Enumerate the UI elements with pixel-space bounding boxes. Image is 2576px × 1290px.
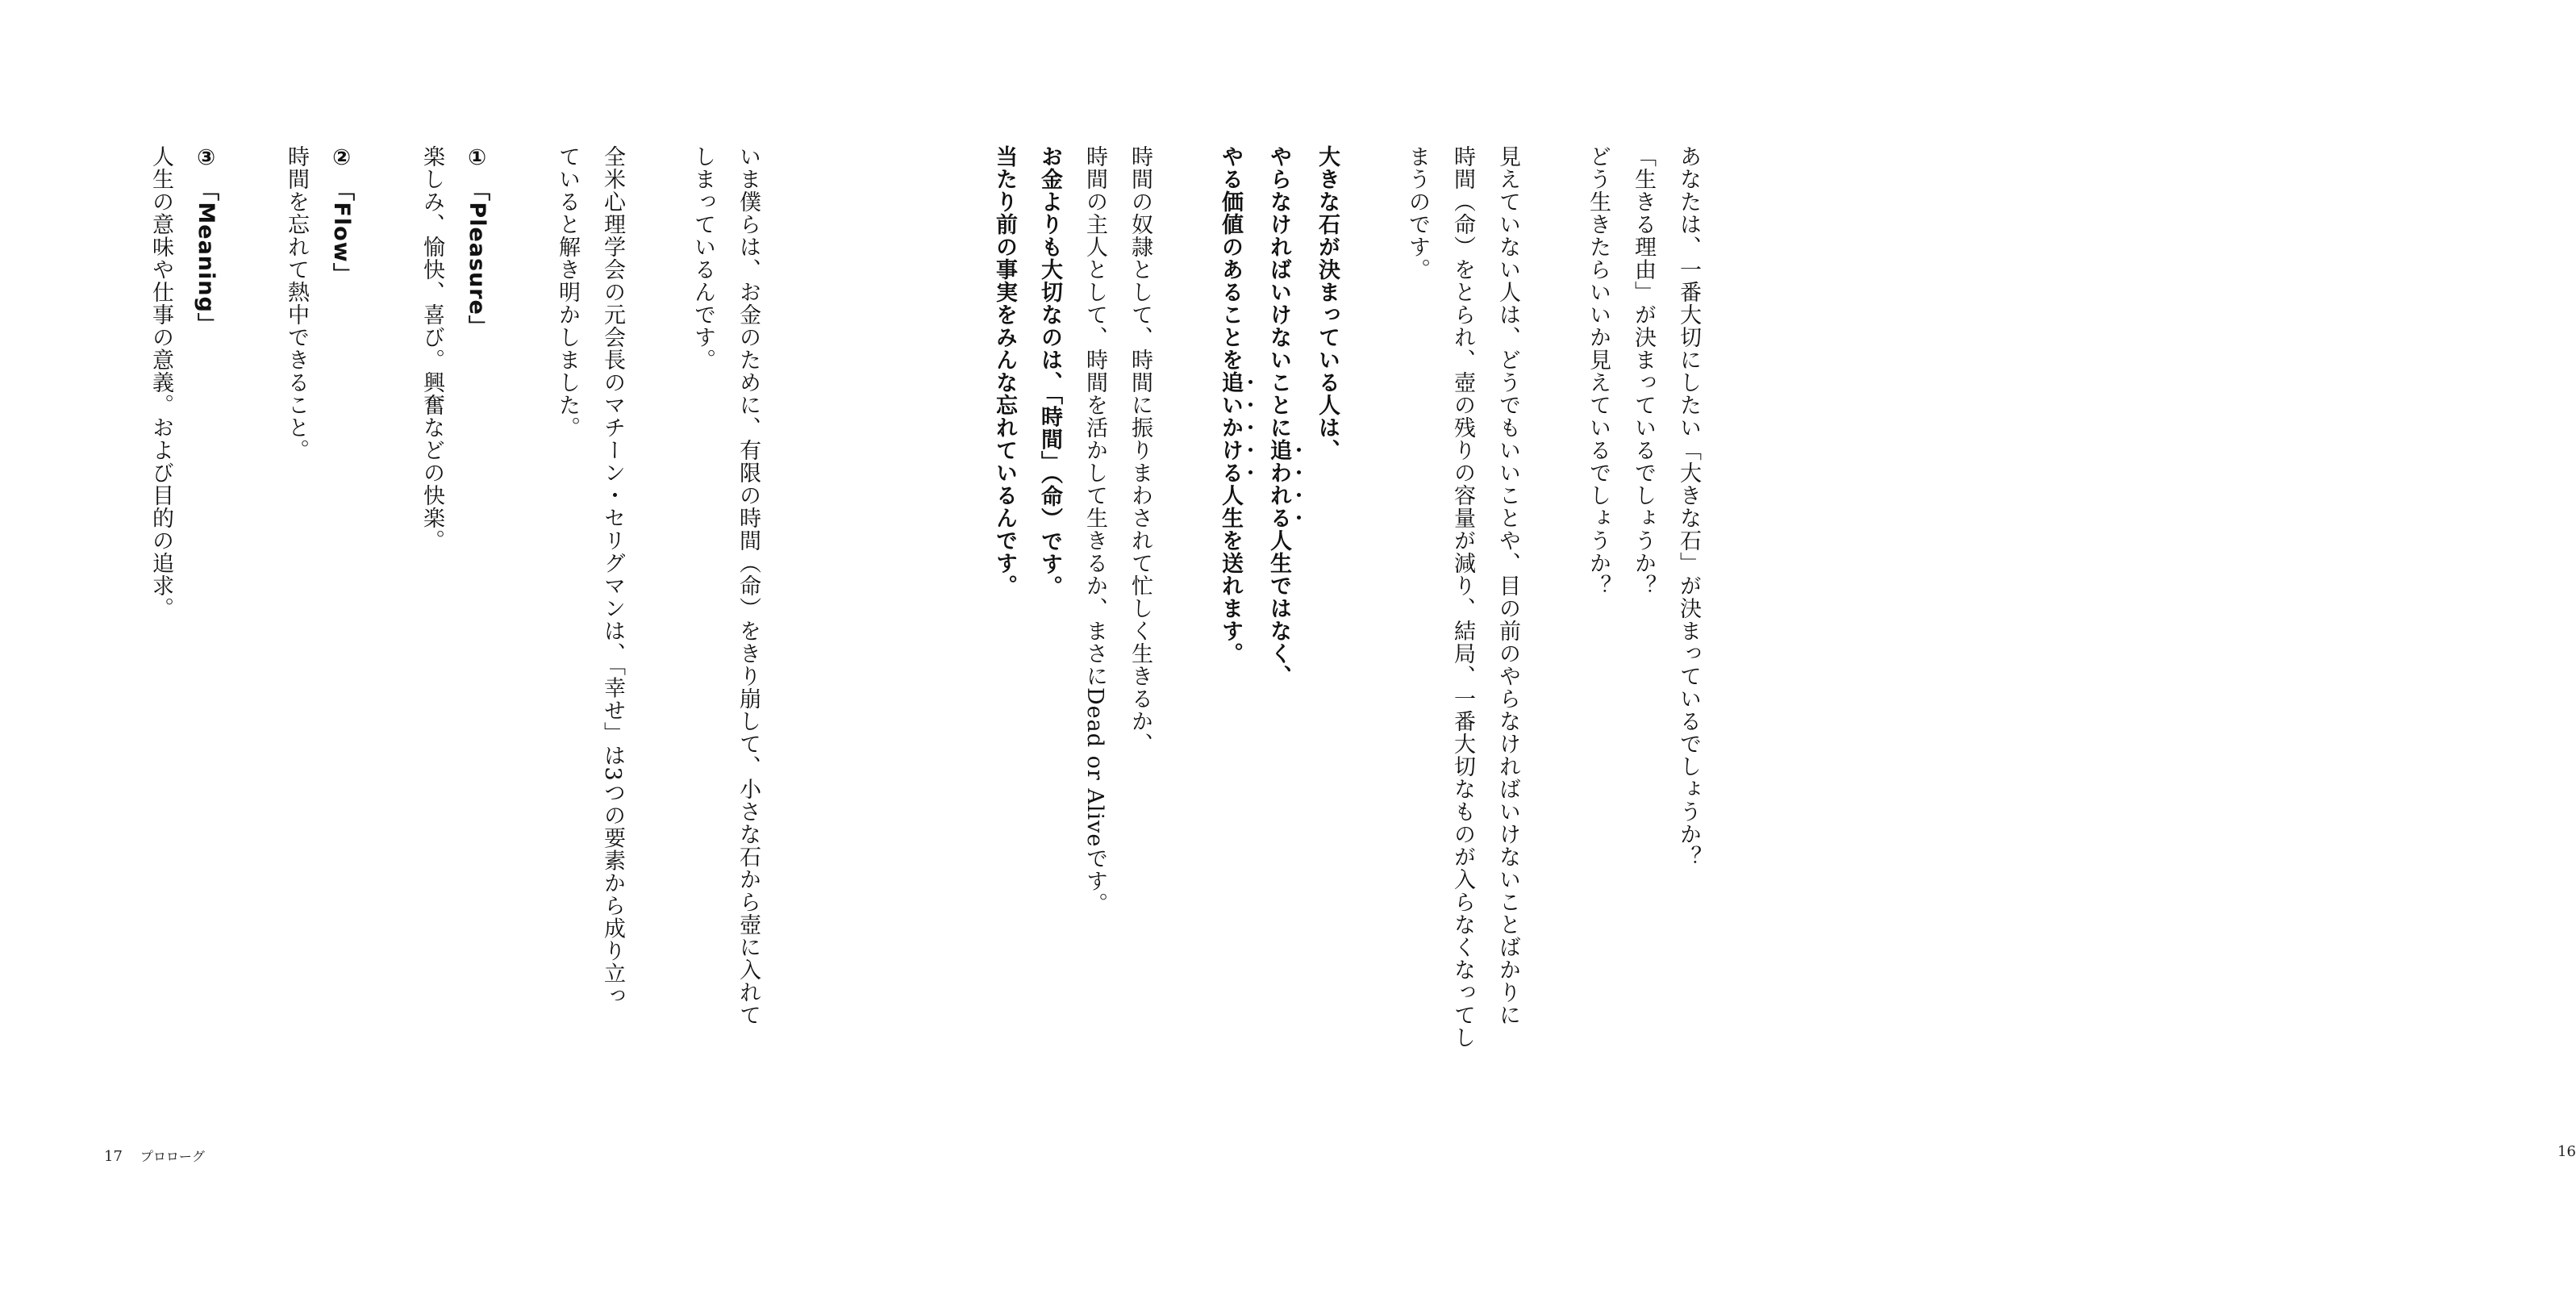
emphasis-line-dotted	[1256, 145, 1304, 1097]
emphasis-dots: 追いかける	[1218, 371, 1243, 484]
body-line: ていると解き明かしました。	[555, 145, 580, 439]
list-item-text: 人生の意味や仕事の意義。および目的の追求。	[148, 145, 173, 620]
emphasis-text: 人生ではなく、	[1266, 529, 1291, 687]
body-line: しまっているんです。	[690, 145, 715, 371]
left-page	[0, 0, 891, 1290]
body-line: どう生きたらいいか見えているでしょうか？	[1586, 145, 1611, 597]
emphasis-line: 大きな石が決まっている人は、	[1315, 145, 1340, 461]
running-head: プロローグ	[140, 1149, 205, 1164]
body-line: まうのです。	[1405, 145, 1430, 281]
list-item-text: 楽しみ、愉快、喜び。興奮などの快楽。	[419, 145, 444, 552]
paragraph-gap	[635, 145, 680, 146]
body-line: いま僕らは、お金のために、有限の時間（命）をきり崩して、小さな石から壺に入れて	[736, 145, 761, 1026]
left-page-body	[138, 145, 770, 1097]
emphasis-text: やらなければいけないことに	[1266, 145, 1291, 439]
emphasis-dots: 追われる	[1266, 439, 1291, 529]
list-item-text: 時間を忘れて熱中できること。	[284, 145, 309, 461]
list-item-heading: ③ 「Meaning」	[194, 145, 219, 336]
page-number: 16	[2557, 1143, 2576, 1160]
emphasis-text: やる価値のあることを	[1218, 145, 1243, 371]
emphasis-text: 人生を送れます。	[1218, 484, 1243, 665]
list-item-heading: ② 「Flow」	[329, 145, 354, 286]
right-page-body	[982, 145, 1711, 1097]
emphasis-line: お金よりも大切なのは、「時間」（命）です。	[1037, 145, 1062, 598]
emphasis-line-dotted	[1207, 145, 1256, 1097]
body-line: 時間の奴隷として、時間に振りまわされて忙しく生きるか、	[1128, 145, 1153, 755]
body-line: あなたは、一番大切にしたい「大きな石」が決まっているでしょうか？	[1676, 145, 1701, 868]
paragraph-gap	[499, 145, 544, 146]
body-line: 「生きる理由」が決まっているでしょうか？	[1631, 145, 1656, 597]
paragraph-gap	[228, 145, 273, 146]
page-footer	[104, 1146, 205, 1165]
paragraph-gap	[364, 145, 409, 146]
right-page	[891, 0, 2576, 1290]
paragraph-gap	[1349, 145, 1394, 146]
page-number: 17	[104, 1148, 123, 1165]
paragraph-gap	[1162, 145, 1207, 146]
list-item-heading: ① 「Pleasure」	[465, 145, 490, 338]
emphasis-line: 当たり前の事実をみんな忘れているんです。	[992, 145, 1017, 597]
body-line: 見えていない人は、どうでもいいことや、目の前のやらなければいけないことばかりに	[1495, 145, 1520, 1026]
body-line: 全米心理学会の元会長のマチーン・セリグマンは、「幸せ」は3つの要素から成り立っ	[600, 145, 625, 1008]
paragraph-gap	[1530, 145, 1575, 146]
body-line: 時間の主人として、時間を活かして生きるか、まさにDead or Aliveです。	[1082, 145, 1107, 916]
body-line: 時間（命）をとられ、壺の残りの容量が減り、結局、一番大切なものが入らなくなってし	[1450, 145, 1475, 1049]
